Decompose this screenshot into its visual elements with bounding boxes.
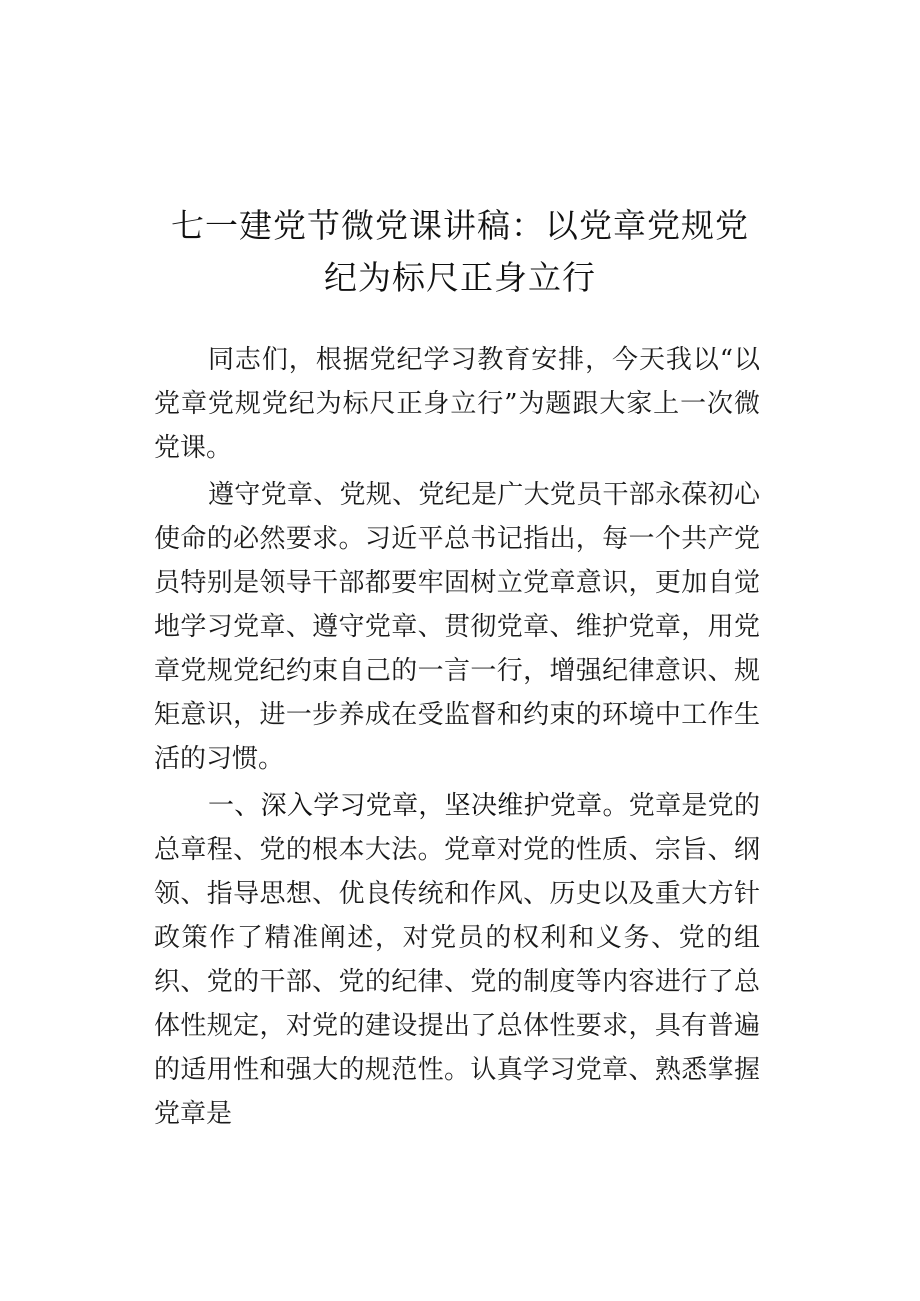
document-title — [140, 200, 780, 304]
paragraph-greeting — [154, 338, 760, 470]
paragraph-text: 党章是党的总章程、党的根本大法。党章对党的性质、宗旨、纲领、指导思想、优良传统和作风、历史以及重大方针政策作了精准阐述，对党员的权利和义务、党的组织、党的干部、党的纪律、党的制度等内容进行了总体性规定，对党的建设提出了总体性要求，具有普遍的适用性和强大的规范性。认真学习党章、熟悉掌握党章是 — [154, 791, 760, 1129]
paragraph-text: 遵守党章、党规、党纪是广大党员干部永葆初心使命的必然要求。习近平总书记指出，每一个共产党员特别是领导干部都要牢固树立党章意识，更加自觉地学习党章、遵守党章、贯彻党章、维护党章，用党章党规党纪约束自己的一言一行，增强纪律意识、规矩意识，进一步养成在受监督和约束的环境中工作生活的习惯。 — [154, 480, 760, 774]
paragraph-introduction — [154, 473, 760, 781]
document-body — [154, 338, 760, 1139]
paragraph-section-one — [154, 784, 760, 1136]
title-line-2: 纪为标尺正身立行 — [324, 258, 596, 297]
paragraph-text: 同志们，根据党纪学习教育安排，今天我以“以党章党规党纪为标尺正身立行”为题跟大家上一次微党课。 — [154, 345, 760, 463]
title-line-1: 七一建党节微党课讲稿：以党章党规党 — [171, 206, 749, 245]
section-heading: 一、深入学习党章，坚决维护党章。 — [208, 791, 629, 821]
